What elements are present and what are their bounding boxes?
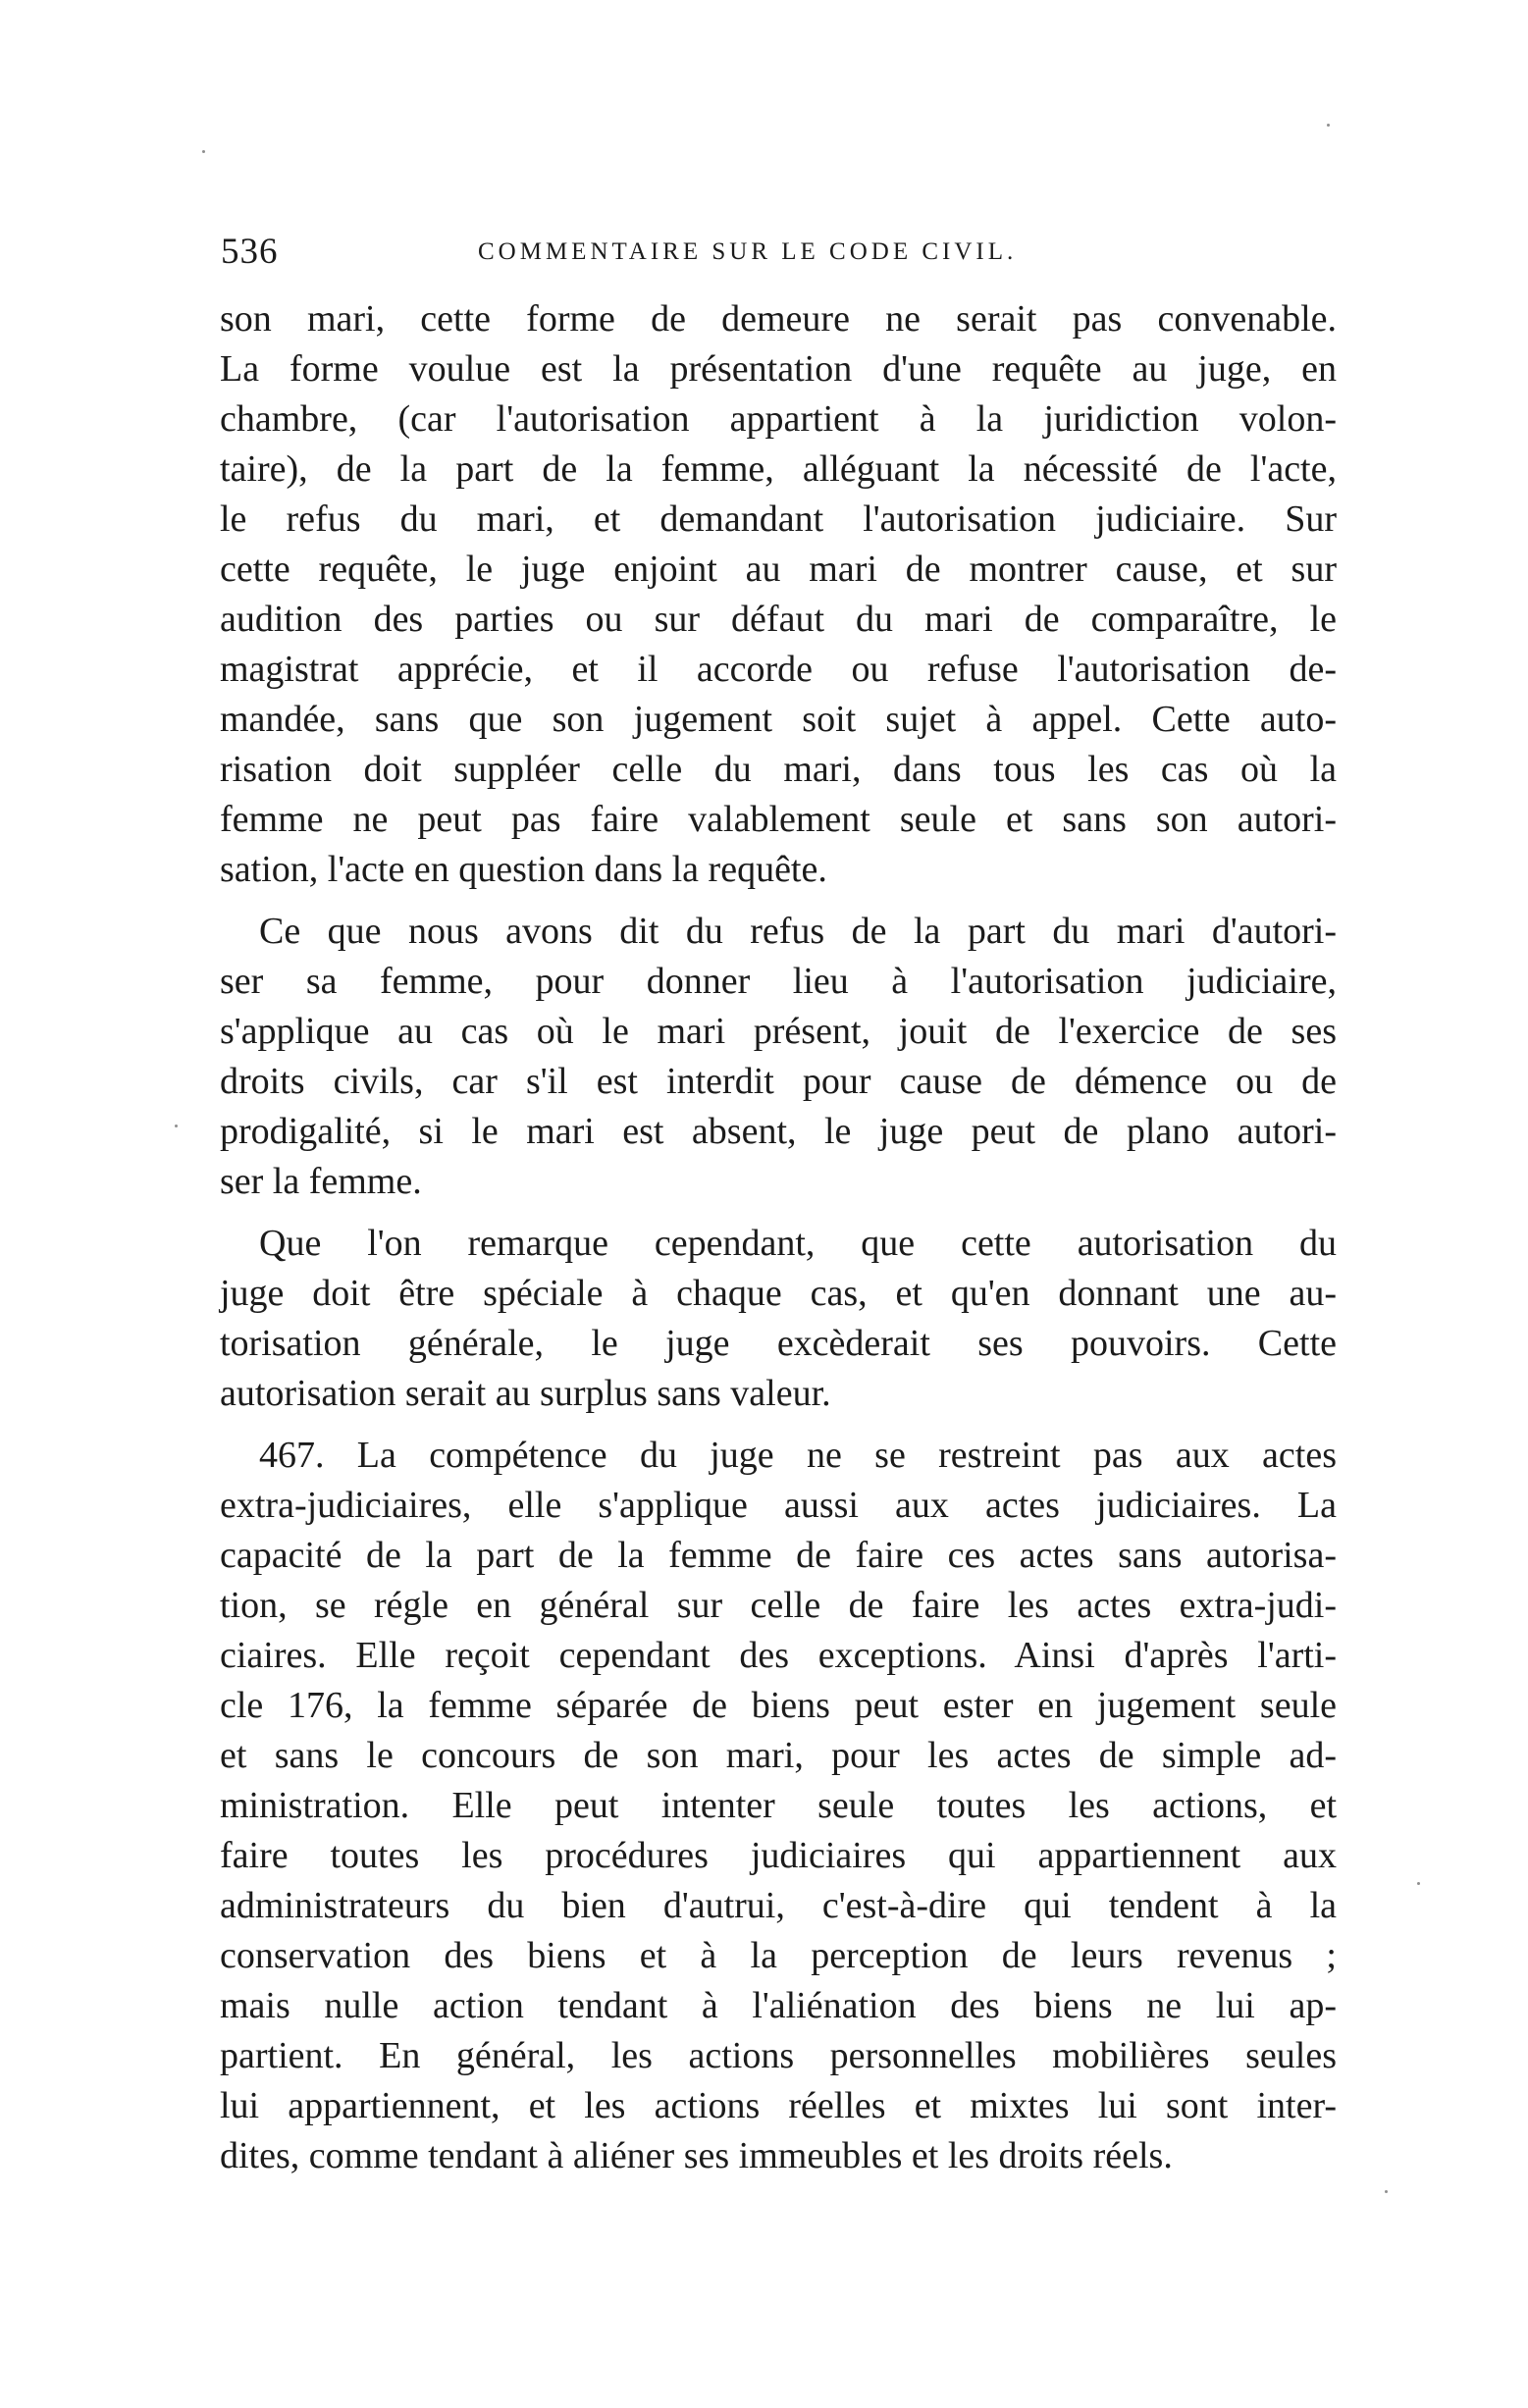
text-line: audition des parties ou sur défaut du mari de comparaître, le — [220, 599, 1337, 640]
text-line: femme ne peut pas faire valablement seule et sans son autori- — [220, 799, 1337, 840]
paragraph — [220, 294, 1337, 895]
text-line: sation, l'acte en question dans la requête. — [220, 849, 827, 890]
text-line: droits civils, car s'il est interdit pour cause de démence ou de — [220, 1061, 1337, 1102]
text-line: ser la femme. — [220, 1161, 422, 1202]
scan-speck — [175, 1125, 178, 1127]
paragraph — [220, 1431, 1337, 2181]
text-line: dites, comme tendant à aliéner ses immeubles et les droits réels. — [220, 2135, 1173, 2176]
text-line: mandée, sans que son jugement soit sujet à appel. Cette auto- — [220, 699, 1337, 740]
text-line: juge doit être spéciale à chaque cas, et qu'en donnant une au- — [220, 1273, 1337, 1314]
text-line: autorisation serait au surplus sans valeur. — [220, 1373, 831, 1414]
text-line: ministration. Elle peut intenter seule toutes les actions, et — [220, 1785, 1337, 1826]
text-line: le refus du mari, et demandant l'autorisation judiciaire. Sur — [220, 498, 1337, 540]
text-line: magistrat apprécie, et il accorde ou refuse l'autorisation de- — [220, 649, 1337, 690]
scan-speck — [1385, 2190, 1388, 2193]
text-line: risation doit suppléer celle du mari, dans tous les cas où la — [220, 749, 1337, 790]
page-number: 536 — [221, 232, 279, 272]
page-header — [221, 228, 1340, 277]
text-line: partient. En général, les actions personnelles mobilières seules — [220, 2035, 1337, 2076]
body-text — [220, 294, 1337, 2181]
text-line: ser sa femme, pour donner lieu à l'autorisation judiciaire, — [220, 961, 1337, 1002]
text-line: son mari, cette forme de demeure ne serait pas convenable. — [220, 298, 1337, 340]
text-line: faire toutes les procédures judiciaires qui appartiennent aux — [220, 1835, 1337, 1876]
text-line: ciaires. Elle reçoit cependant des exceptions. Ainsi d'après l'arti- — [220, 1635, 1337, 1676]
paragraph — [220, 1219, 1337, 1419]
text-line: chambre, (car l'autorisation appartient à la juridiction volon- — [220, 398, 1337, 440]
text-line: prodigalité, si le mari est absent, le juge peut de plano autori- — [220, 1111, 1337, 1152]
text-line: taire), de la part de la femme, alléguant la nécessité de l'acte, — [220, 448, 1337, 490]
text-line: La forme voulue est la présentation d'une requête au juge, en — [220, 348, 1337, 390]
text-line: s'applique au cas où le mari présent, jouit de l'exercice de ses — [220, 1011, 1337, 1052]
text-line: 467. La compétence du juge ne se restreint pas aux actes — [259, 1435, 1337, 1476]
text-line: capacité de la part de la femme de faire ces actes sans autorisa- — [220, 1535, 1337, 1576]
text-line: administrateurs du bien d'autrui, c'est-à-dire qui tendent à la — [220, 1885, 1337, 1926]
text-line: extra-judiciaires, elle s'applique aussi aux actes judiciaires. La — [220, 1485, 1337, 1526]
text-line: Ce que nous avons dit du refus de la part du mari d'autori- — [259, 911, 1337, 952]
text-line: tion, se régle en général sur celle de faire les actes extra-judi- — [220, 1585, 1337, 1626]
text-line: et sans le concours de son mari, pour les actes de simple ad- — [220, 1735, 1337, 1776]
text-line: cle 176, la femme séparée de biens peut ester en jugement seule — [220, 1685, 1337, 1726]
running-title: COMMENTAIRE SUR LE CODE CIVIL. — [478, 238, 1018, 265]
scan-speck — [1417, 1882, 1420, 1885]
text-line: lui appartiennent, et les actions réelles et mixtes lui sont inter- — [220, 2085, 1337, 2126]
scan-speck — [1327, 124, 1330, 127]
paragraph — [220, 907, 1337, 1207]
scan-speck — [202, 150, 205, 153]
text-line: torisation générale, le juge excèderait ses pouvoirs. Cette — [220, 1323, 1337, 1364]
text-line: conservation des biens et à la perception de leurs revenus ; — [220, 1935, 1337, 1976]
text-line: Que l'on remarque cependant, que cette autorisation du — [259, 1223, 1337, 1264]
text-line: mais nulle action tendant à l'aliénation des biens ne lui ap- — [220, 1985, 1337, 2026]
text-line: cette requête, le juge enjoint au mari de montrer cause, et sur — [220, 549, 1337, 590]
